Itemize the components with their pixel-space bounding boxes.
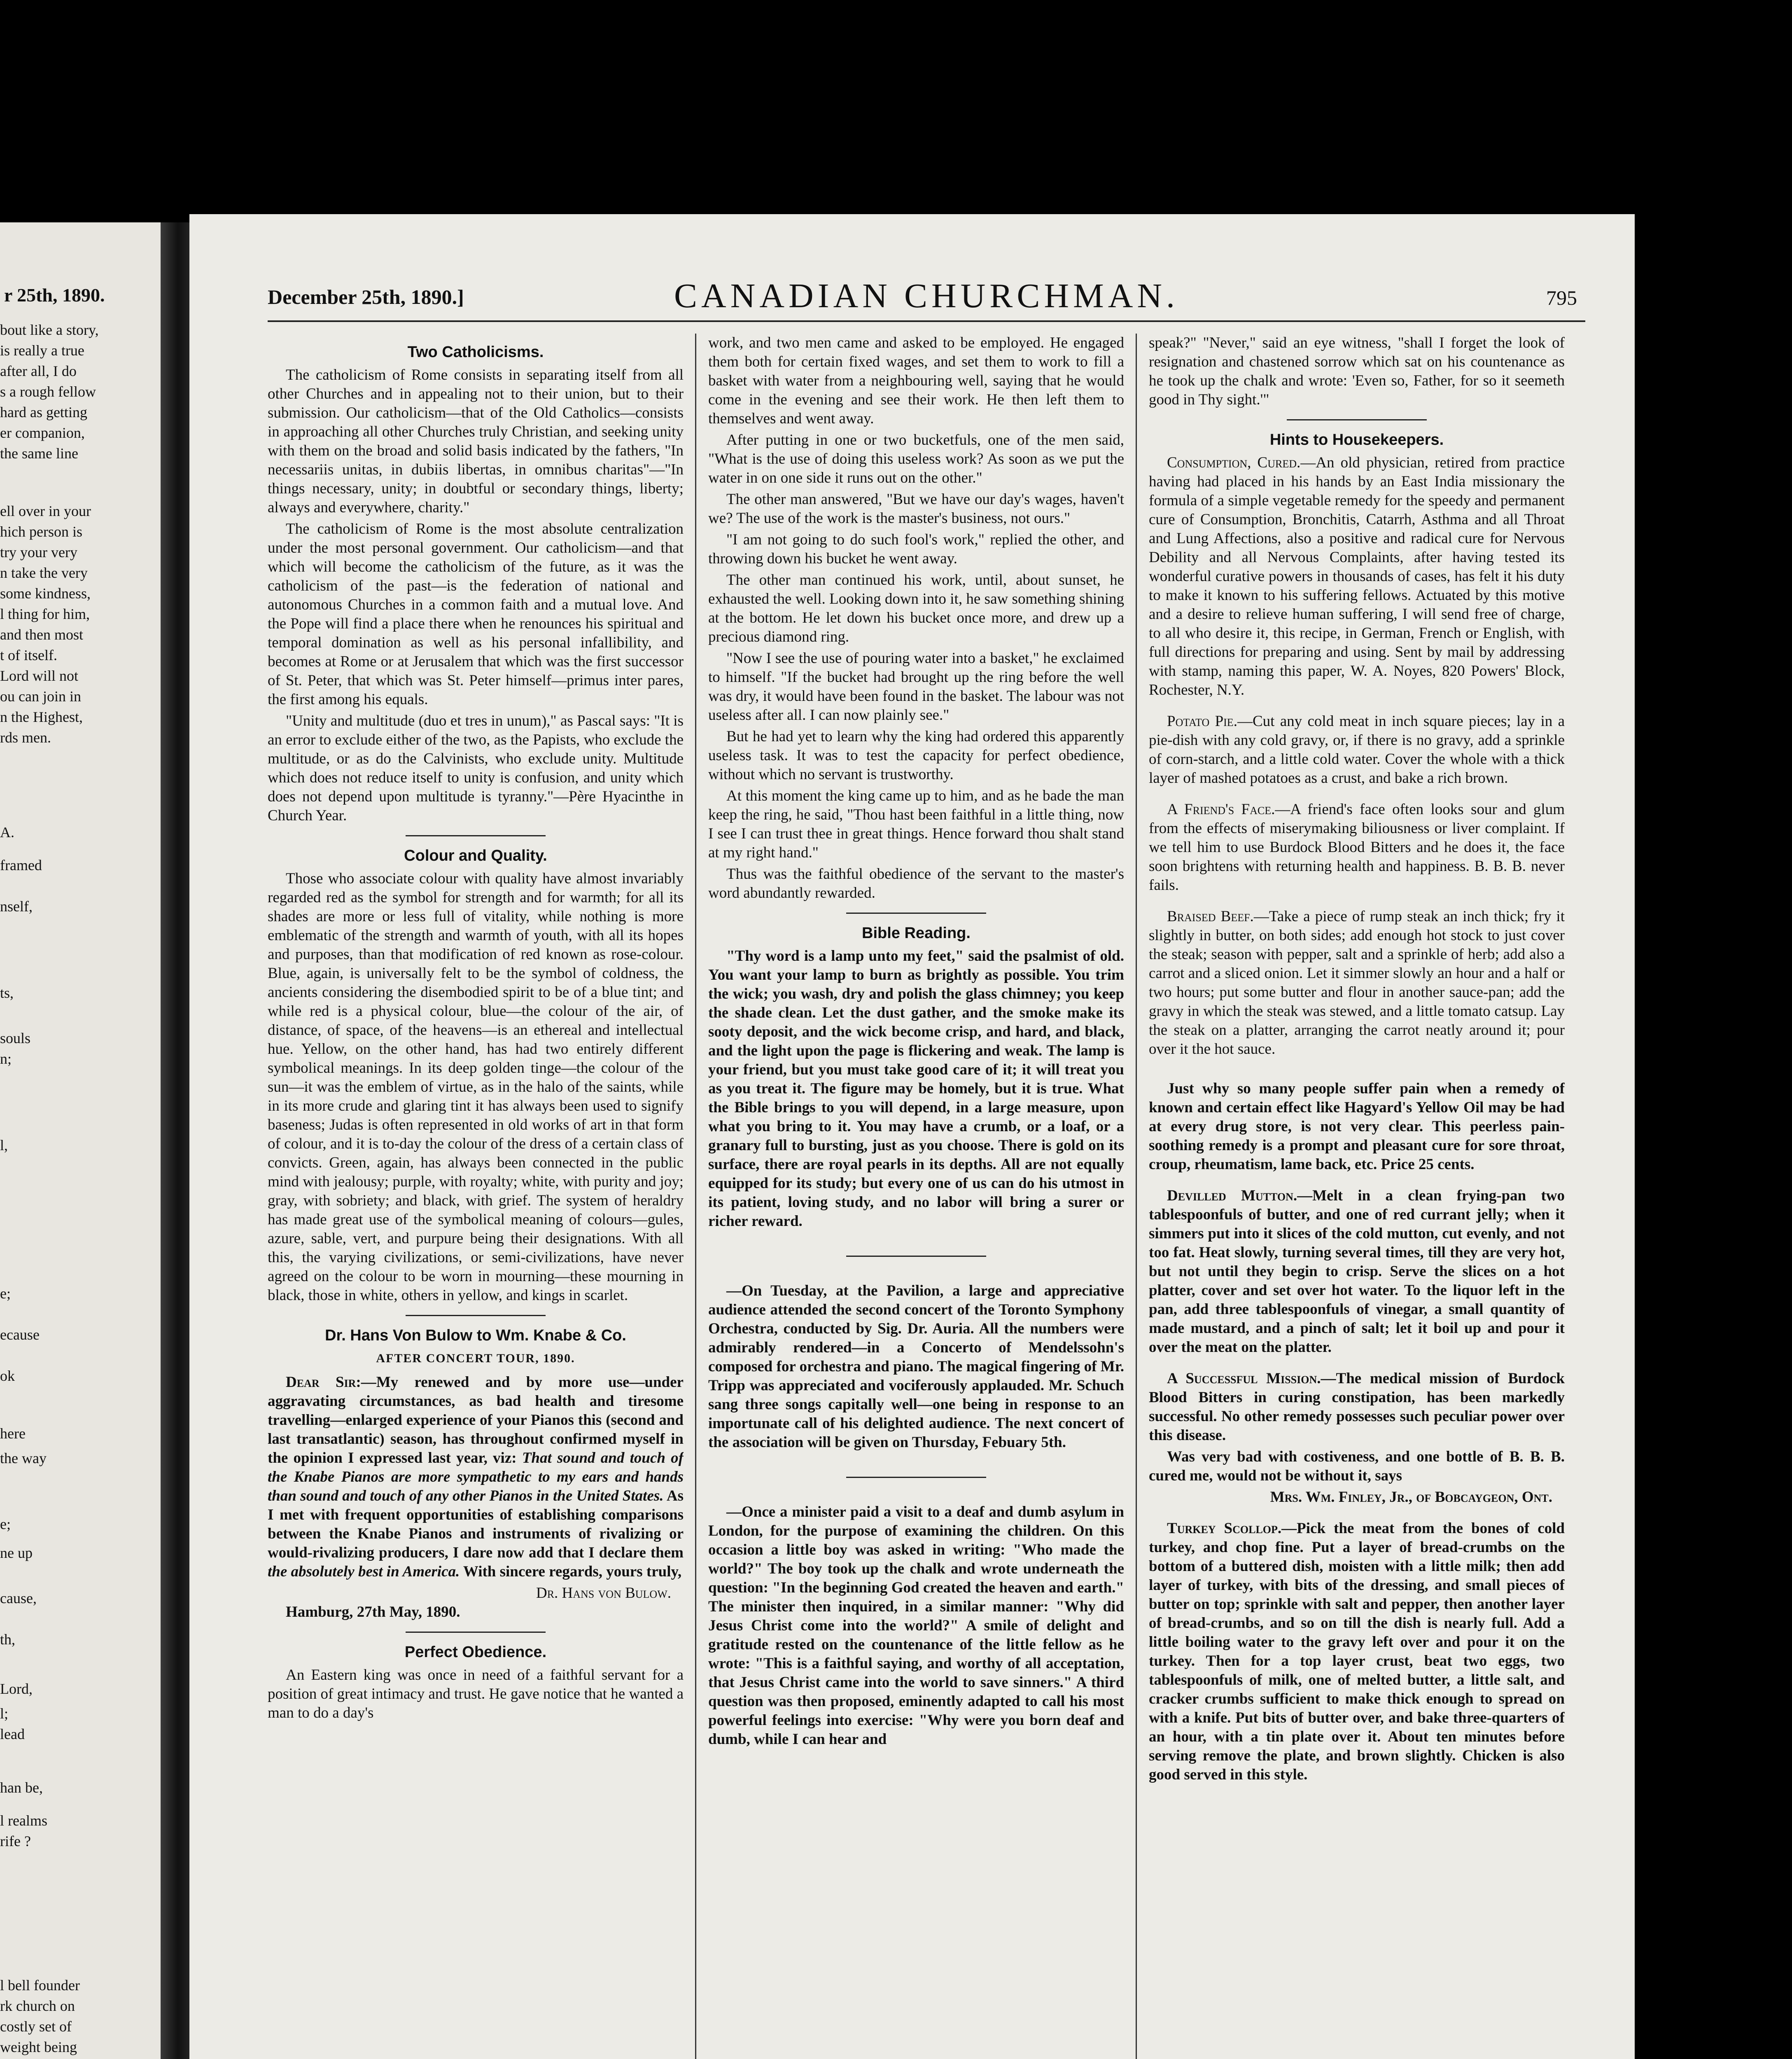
left-page-line: rds men. [0, 729, 51, 746]
column-rule [695, 334, 696, 2059]
hint-item [1149, 1369, 1565, 1445]
left-page-line: ecause [0, 1326, 40, 1343]
left-page-line: l realms [0, 1812, 47, 1829]
left-page-line: Lord will not [0, 668, 78, 684]
article-heading: Perfect Obedience. [404, 1643, 547, 1661]
left-page-line: is really a true [0, 342, 84, 359]
article-paragraph: The catholicism of Rome is the most absolute centralization under the most personal government. Our catholicism—and that which will become the catholicism of the future, as it was the catholicism of the past—is the federation of national and autonomous Churches in a common faith and a mutual love. And the Pope will find a place there when he renounces his spiritual and temporal domination as well as his personal infallibility, and becomes at Rome or at Jerusalem that which was the first successor of St. Peter, that which was St. Peter himself—primus inter pares, the first among his equals. [268, 521, 684, 708]
hint-text: —A friend's face often looks sour and glum from the effects of miserymaking biliousness or liver complaint. If we tell him to use Burdock Blood Bitters and he does it, the face soon brightens with returning health and happiness. B. B. B. never fails. [1149, 801, 1565, 894]
letter-salutation: Dear Sir: [286, 1374, 361, 1391]
left-page-line: l bell founder [0, 1977, 80, 1994]
left-page-line: after all, I do [0, 363, 77, 379]
left-page-line: lead [0, 1726, 25, 1742]
left-page-line: here [0, 1425, 26, 1442]
article-heading: Bible Reading. [862, 924, 971, 942]
left-page-line: rife ? [0, 1833, 31, 1849]
left-page-line: er companion, [0, 425, 85, 441]
left-page-line: n the Highest, [0, 709, 83, 725]
section-divider [846, 1256, 986, 1257]
left-page-line: try your very [0, 544, 77, 560]
left-page-line: cause, [0, 1590, 37, 1606]
article-heading: Dr. Hans Von Bulow to Wm. Knabe & Co. [325, 1327, 626, 1344]
article-paragraph: The other man answered, "But we have our day's wages, haven't we? The use of the work is the master's business, not ours." [708, 491, 1124, 527]
news-item: —On Tuesday, at the Pavilion, a large and appreciative audience attended the second concert of the Toronto Symphony Orchestra, conducted by Sig. Dr. Auria. All the numbers were admirably rendered—in a Concerto of Mendelssohn's composed for orchestra and piano. The magical fingering of Mr. Tripp was appreciated and vociferously applauded. Mr. Schuch sang three songs capitally well—one being in response to an importunate call of his delighted audience. The next concert of the association will be given on Thursday, Febuary 5th. [708, 1282, 1124, 1451]
left-page-line: t of itself. [0, 647, 57, 663]
left-page-line: n take the very [0, 565, 88, 581]
article-subheading: AFTER CONCERT TOUR, 1890. [376, 1352, 575, 1365]
article-paragraph: "I am not going to do such fool's work," replied the other, and throwing down his bucket he went away. [708, 531, 1124, 567]
column-2 [708, 334, 1124, 2059]
letter-closing: With sincere regards, yours truly, [463, 1563, 682, 1580]
left-page-date: r 25th, 1890. [4, 285, 105, 306]
left-page-line: ne up [0, 1545, 33, 1561]
hint-title: Devilled Mutton. [1167, 1187, 1297, 1204]
hint-text: —The medical mission of Burdock Blood Bitters in curing constipation, has been markedly successful. No other remedy possesses such peculiar power over this disease. [1149, 1370, 1565, 1444]
hint-text: —An old physician, retired from practice having had placed in his hands by an East India missionary the formula of a simple vegetable remedy for the speedy and permanent cure of Consumption, Bronchitis, Catarrh, Asthma and all Throat and Lung Affections, also a positive and radical cure for Nervous Debility and all Nervous Complaints, after having tested its wonderful curative powers in thousands of cases, has felt it his duty to make it known to his suffering fellows. Actuated by this motive and a desire to relieve human suffering, I will send free of charge, to all who desire it, this recipe, in German, French or English, with full directions for preparing and using. Sent by mail by addressing with stamp, naming this paper, W. A. Noyes, 820 Powers' Block, Rochester, N.Y. [1149, 454, 1565, 698]
left-page-line: th, [0, 1631, 16, 1648]
masthead-title: CANADIAN CHURCHMAN. [674, 277, 1179, 315]
news-item: —Once a minister paid a visit to a deaf and dumb asylum in London, for the purpose of examining the children. On this occasion a little boy was asked in writing: "Who made the world?" The boy took up the chalk and wrote underneath the question: "In the beginning God created the heaven and earth." The minister then inquired, in a similar manner: "Why did Jesus Christ come into the world?" A smile of delight and gratitude rested on the countenance of the little fellow as he wrote: "This is a faithful saying, and worthy of all acceptation, that Jesus Christ came into the world to save sinners." A third question was then proposed, eminently adapted to call his most powerful feelings into exercise: "Why were you born deaf and dumb, while I can hear and [708, 1503, 1124, 1748]
hint-title: Braised Beef. [1167, 908, 1254, 925]
left-page-line: ou can join in [0, 688, 81, 705]
letter-signature: Dr. Hans von Bulow. [536, 1585, 671, 1601]
left-page-line: weight being [0, 2039, 77, 2055]
column-rule [1136, 334, 1137, 2059]
section-divider [1287, 419, 1427, 420]
left-page-line: some kindness, [0, 585, 91, 602]
article-paragraph: The catholicism of Rome consists in separating itself from all other Churches and in appealing not to their union, but to their submission. Our catholicism—that of the Old Catholics—consists in approaching all other Churches truly Christian, and seeking unity with them on the broad and solid basis indicated by the fathers, "In necessariis unitas, in dubiis libertas, in omnibus charitas"—"In things necessary, unity; in doubtful or secondary things, liberty; always and everywhere, charity." [268, 367, 684, 516]
left-facing-page [0, 222, 161, 2059]
header-rule [268, 320, 1585, 322]
letter-body [268, 1373, 684, 1581]
left-page-line: hard as getting [0, 404, 87, 420]
left-page-line: ts, [0, 985, 14, 1001]
left-page-line: ok [0, 1368, 15, 1384]
section-divider [846, 1477, 986, 1478]
hint-text: —Melt in a clean frying-pan two tablespoonfuls of butter, and one of red currant jelly; when it simmers put into it slices of the cold mutton, cut evenly, and not too fat. Heat slowly, turning several times, till they are very hot, but not until they begin to crisp. Serve the slices on a hot platter, cover and set over hot water. To the liquor left in the pan, add three tablespoonfuls of vinegar, a small quantity of made mustard, and a pinch of salt; let it boil up and pour it over the meat on the platter. [1149, 1187, 1565, 1356]
left-page-line: costly set of [0, 2018, 72, 2035]
testimonial: Was very bad with costiveness, and one bottle of B. B. B. cured me, would not be without it, says [1149, 1448, 1565, 1484]
hint-item [1149, 1519, 1565, 1784]
section-divider [406, 1632, 546, 1633]
article-paragraph: "Unity and multitude (duo et tres in unum)," as Pascal says: "It is an error to exclude either of the two, as the Papists, who exclude the multitude, or as do the Calvinists, who exclude unity. Multitude which does not reduce itself to unity is confusion, and unity which does not depend upon multitude is tyranny."—Père Hyacinthe in Church Year. [268, 712, 684, 824]
article-paragraph: Those who associate colour with quality have almost invariably regarded red as the symbol for strength and for warmth; for all its shades are more or less full of vitality, while nothing is more emblematic of the strength and warmth of youth, with all its hopes and purposes, than that modification of red known as rose-colour. Blue, again, is universally felt to be the symbol of coldness, the ancients considering the disembodied spirit to be of a blue tint; and while red is a physical colour, blue—the colour of the air, of distance, of space, of the heavens—is an ethereal and intellectual hue. Yellow, on the other hand, has had two entirely different symbolical meanings. In its deep golden tinge—the colour of the sun—it was the emblem of virtue, as in the halo of the saints, while in its more crude and glaring tint it has always been used to signify baseness; Judas is often represented in old works of art in that form of colour, and it is to-day the colour of the dress of a certain class of convicts. Green, again, has always been connected in the public mind with jealousy; purple, with royalty; white, with purity and joy; gray, with sobriety; and black, with grief. The system of heraldry has made great use of the symbolical meaning of colours—gules, azure, sable, vert, and purpure being their designations. With all this, the varying civilizations, or semi-civilizations, have never agreed on the colour to be worn in mourning—these mourning in black, those in white, others in yellow, and kings in scarlet. [268, 870, 684, 1304]
left-page-line: souls [0, 1030, 31, 1046]
left-page-line: l, [0, 1137, 8, 1153]
column-1 [268, 334, 684, 2059]
left-page-line: nself, [0, 898, 33, 915]
section-divider [406, 835, 546, 836]
left-page-line: Lord, [0, 1681, 33, 1697]
left-page-line: ell over in your [0, 503, 91, 519]
left-page-line: framed [0, 857, 42, 873]
hint-title: Potato Pie. [1167, 713, 1237, 730]
letter-place-date: Hamburg, 27th May, 1890. [286, 1604, 460, 1620]
section-divider [406, 1315, 546, 1316]
article-heading: Hints to Housekeepers. [1269, 431, 1444, 448]
left-page-line: bout like a story, [0, 322, 99, 338]
hint-text: —Cut any cold meat in inch square pieces; lay in a pie-dish with any cold gravy, or, if there is no gravy, add a sprinkle of corn-starch, and a little cold water. Cover the whole with a thick layer of mashed potatoes as a crust, and bake a rich brown. [1149, 713, 1565, 787]
newspaper-page [189, 214, 1635, 2059]
column-3 [1149, 334, 1565, 2059]
article-paragraph: An Eastern king was once in need of a faithful servant for a position of great intimacy and trust. He gave notice that he wanted a man to do a day's [268, 1667, 684, 1721]
left-page-line: s a rough fellow [0, 383, 96, 400]
article-paragraph: "Now I see the use of pouring water into a basket," he exclaimed to himself. "If the bucket had brought up the ring before the well was dry, it would have been found in the basket. The labour was not useless after all. I can now plainly see." [708, 650, 1124, 724]
hint-title: Turkey Scollop. [1167, 1520, 1282, 1537]
hint-title: A Successful Mission. [1167, 1370, 1321, 1387]
left-page-line: han be, [0, 1779, 43, 1796]
article-paragraph: But he had yet to learn why the king had ordered this apparently useless task. It was to test the capacity for perfect obedience, without which no servant is trustworthy. [708, 728, 1124, 783]
article-heading: Two Catholicisms. [407, 343, 544, 361]
letter-text: As I met with frequent opportunities of establishing comparisons between the Knabe Pianos and instruments of rivalizing or would-rivalizing producers, I dare now add that I declare them [268, 1487, 684, 1561]
article-paragraph: After putting in one or two bucketfuls, one of the men said, "What is the use of doing this useless work? As soon as we put the water in on one side it runs out on the other." [708, 432, 1124, 486]
left-page-line: hich person is [0, 523, 82, 540]
page-number: 795 [1546, 286, 1577, 309]
article-paragraph: work, and two men came and asked to be employed. He engaged them both for certain fixed wages, and set them to work to fill a basket with water from a neighbouring well, saying that he would come in the evening and see their work. He then left them to themselves and went away. [708, 334, 1124, 427]
page-header [268, 276, 1585, 321]
hint-item [1149, 712, 1565, 788]
article-paragraph: At this moment the king came up to him, and as he bade the man keep the ring, he said, "Thou hast been faithful in a little thing, now I see I can trust thee in great things. Hence forward thou shalt stand at my right hand." [708, 787, 1124, 861]
left-page-line: e; [0, 1516, 11, 1532]
left-page-line: the way [0, 1450, 47, 1466]
left-page-line: l thing for him, [0, 606, 90, 622]
hint-item [1149, 453, 1565, 700]
article-paragraph: Thus was the faithful obedience of the servant to the master's word abundantly rewarded. [708, 866, 1124, 901]
testimonial-signature: Mrs. Wm. Finley, Jr., of Bobcaygeon, Ont. [1270, 1489, 1552, 1506]
letter-text: —My renewed and by more use—under aggravating circumstances, as bad health and tiresome travelling—enlarged experience of your Pianos this (second and last transatlantic) season, has throughout confirmed myself in the opinion I expressed last year, viz: [268, 1374, 684, 1466]
hint-title: Consumption, Cured. [1167, 454, 1301, 471]
left-page-line: and then most [0, 626, 83, 643]
letter-quote: That sound and touch of the Knabe Pianos are more sympathetic to my ears and hands than sound and touch of any other Pianos in the United States. [268, 1450, 684, 1504]
article-paragraph: speak?" "Never," said an eye witness, "shall I forget the look of resignation and chastened sorrow which sat on his countenance as he took up the chalk and wrote: 'Even so, Father, for so it seemeth good in Thy sight.'" [1149, 334, 1565, 408]
hint-item [1149, 907, 1565, 1059]
header-date: December 25th, 1890.] [268, 285, 464, 308]
hint-item [1149, 800, 1565, 895]
left-page-line: rk church on [0, 1998, 75, 2014]
letter-emphasis: the absolutely best in America. [268, 1563, 460, 1580]
left-page-line: A. [0, 824, 14, 840]
left-page-line: e; [0, 1285, 11, 1302]
hint-text: —Pick the meat from the bones of cold turkey, and chop fine. Put a layer of bread-crumbs on the bottom of a buttered dish, moisten with a little milk; then add layer of turkey, with bits of the dressing, and small pieces of butter on top; sprinkle with salt and pepper, then another layer of bread-crumbs, and so on till the dish is nearly full. Add a little boiling water to the gravy left over and pour it on the turkey. Then for a top layer crust, beat two eggs, two tablespoonfuls of milk, one of melted butter, a little salt, and cracker crumbs sufficient to make thick enough to spread on with a knife. Put bits of butter over, and bake three-quarters of an hour, with a tin plate over it. About ten minutes before serving remove the plate, and brown slightly. Chicken is also good served in this style. [1149, 1520, 1565, 1783]
hint-item [1149, 1186, 1565, 1357]
section-divider [846, 913, 986, 914]
left-page-line: n; [0, 1051, 12, 1067]
hint-title: A Friend's Face. [1167, 801, 1275, 818]
article-heading: Colour and Quality. [404, 847, 547, 864]
article-paragraph: The other man continued his work, until, about sunset, he exhausted the well. Looking down into it, he saw something shining at the bottom. He let down his bucket once more, and drew up a precious diamond ring. [708, 572, 1124, 645]
left-page-line: the same line [0, 445, 78, 462]
article-paragraph: "Thy word is a lamp unto my feet," said the psalmist of old. You want your lamp to burn as brightly as possible. You trim the wick; you wash, dry and polish the glass chimney; you keep the shade clean. Let the dust gather, and the smoke make its sooty deposit, and the wick become crisp, and hard, and black, and the light upon the page is flickering and weak. The lamp is your friend, but you must take good care of it; it will treat you as you treat it. The figure may be homely, but it is true. What the Bible brings to you will depend, in a large measure, upon what you bring to it. You may have a crumb, or a loaf, or a granary full to bursting, just as you choose. There is gold on its surface, there are royal pearls in its depths. All are not equally equipped for its study; but every one of us can do his utmost in its patient, loving study, and no labor will bring a surer or richer reward. [708, 948, 1124, 1230]
advertisement: Just why so many people suffer pain when a remedy of known and certain effect like Hagyard's Yellow Oil may be had at every drug store, is not very clear. This peerless pain-soothing remedy is a prompt and pleasant cure for sore throat, croup, rheumatism, lame back, etc. Price 25 cents. [1149, 1080, 1565, 1173]
left-page-line: l; [0, 1705, 9, 1722]
hint-text: —Take a piece of rump steak an inch thick; fry it slightly in butter, on both sides; add enough hot stock to just cover the steak; season with pepper, salt and a sprinkle of herb; add also a carrot and a sliced onion. Let it simmer slowly an hour and a half or two hours; put some butter and flour in another sauce-pan; add the gravy in which the steak was stewed, and a little tomato catsup. Lay the steak on a platter, arranging the carrot neatly around it; pour over it the hot sauce. [1149, 908, 1565, 1058]
book-gutter [161, 222, 189, 2059]
